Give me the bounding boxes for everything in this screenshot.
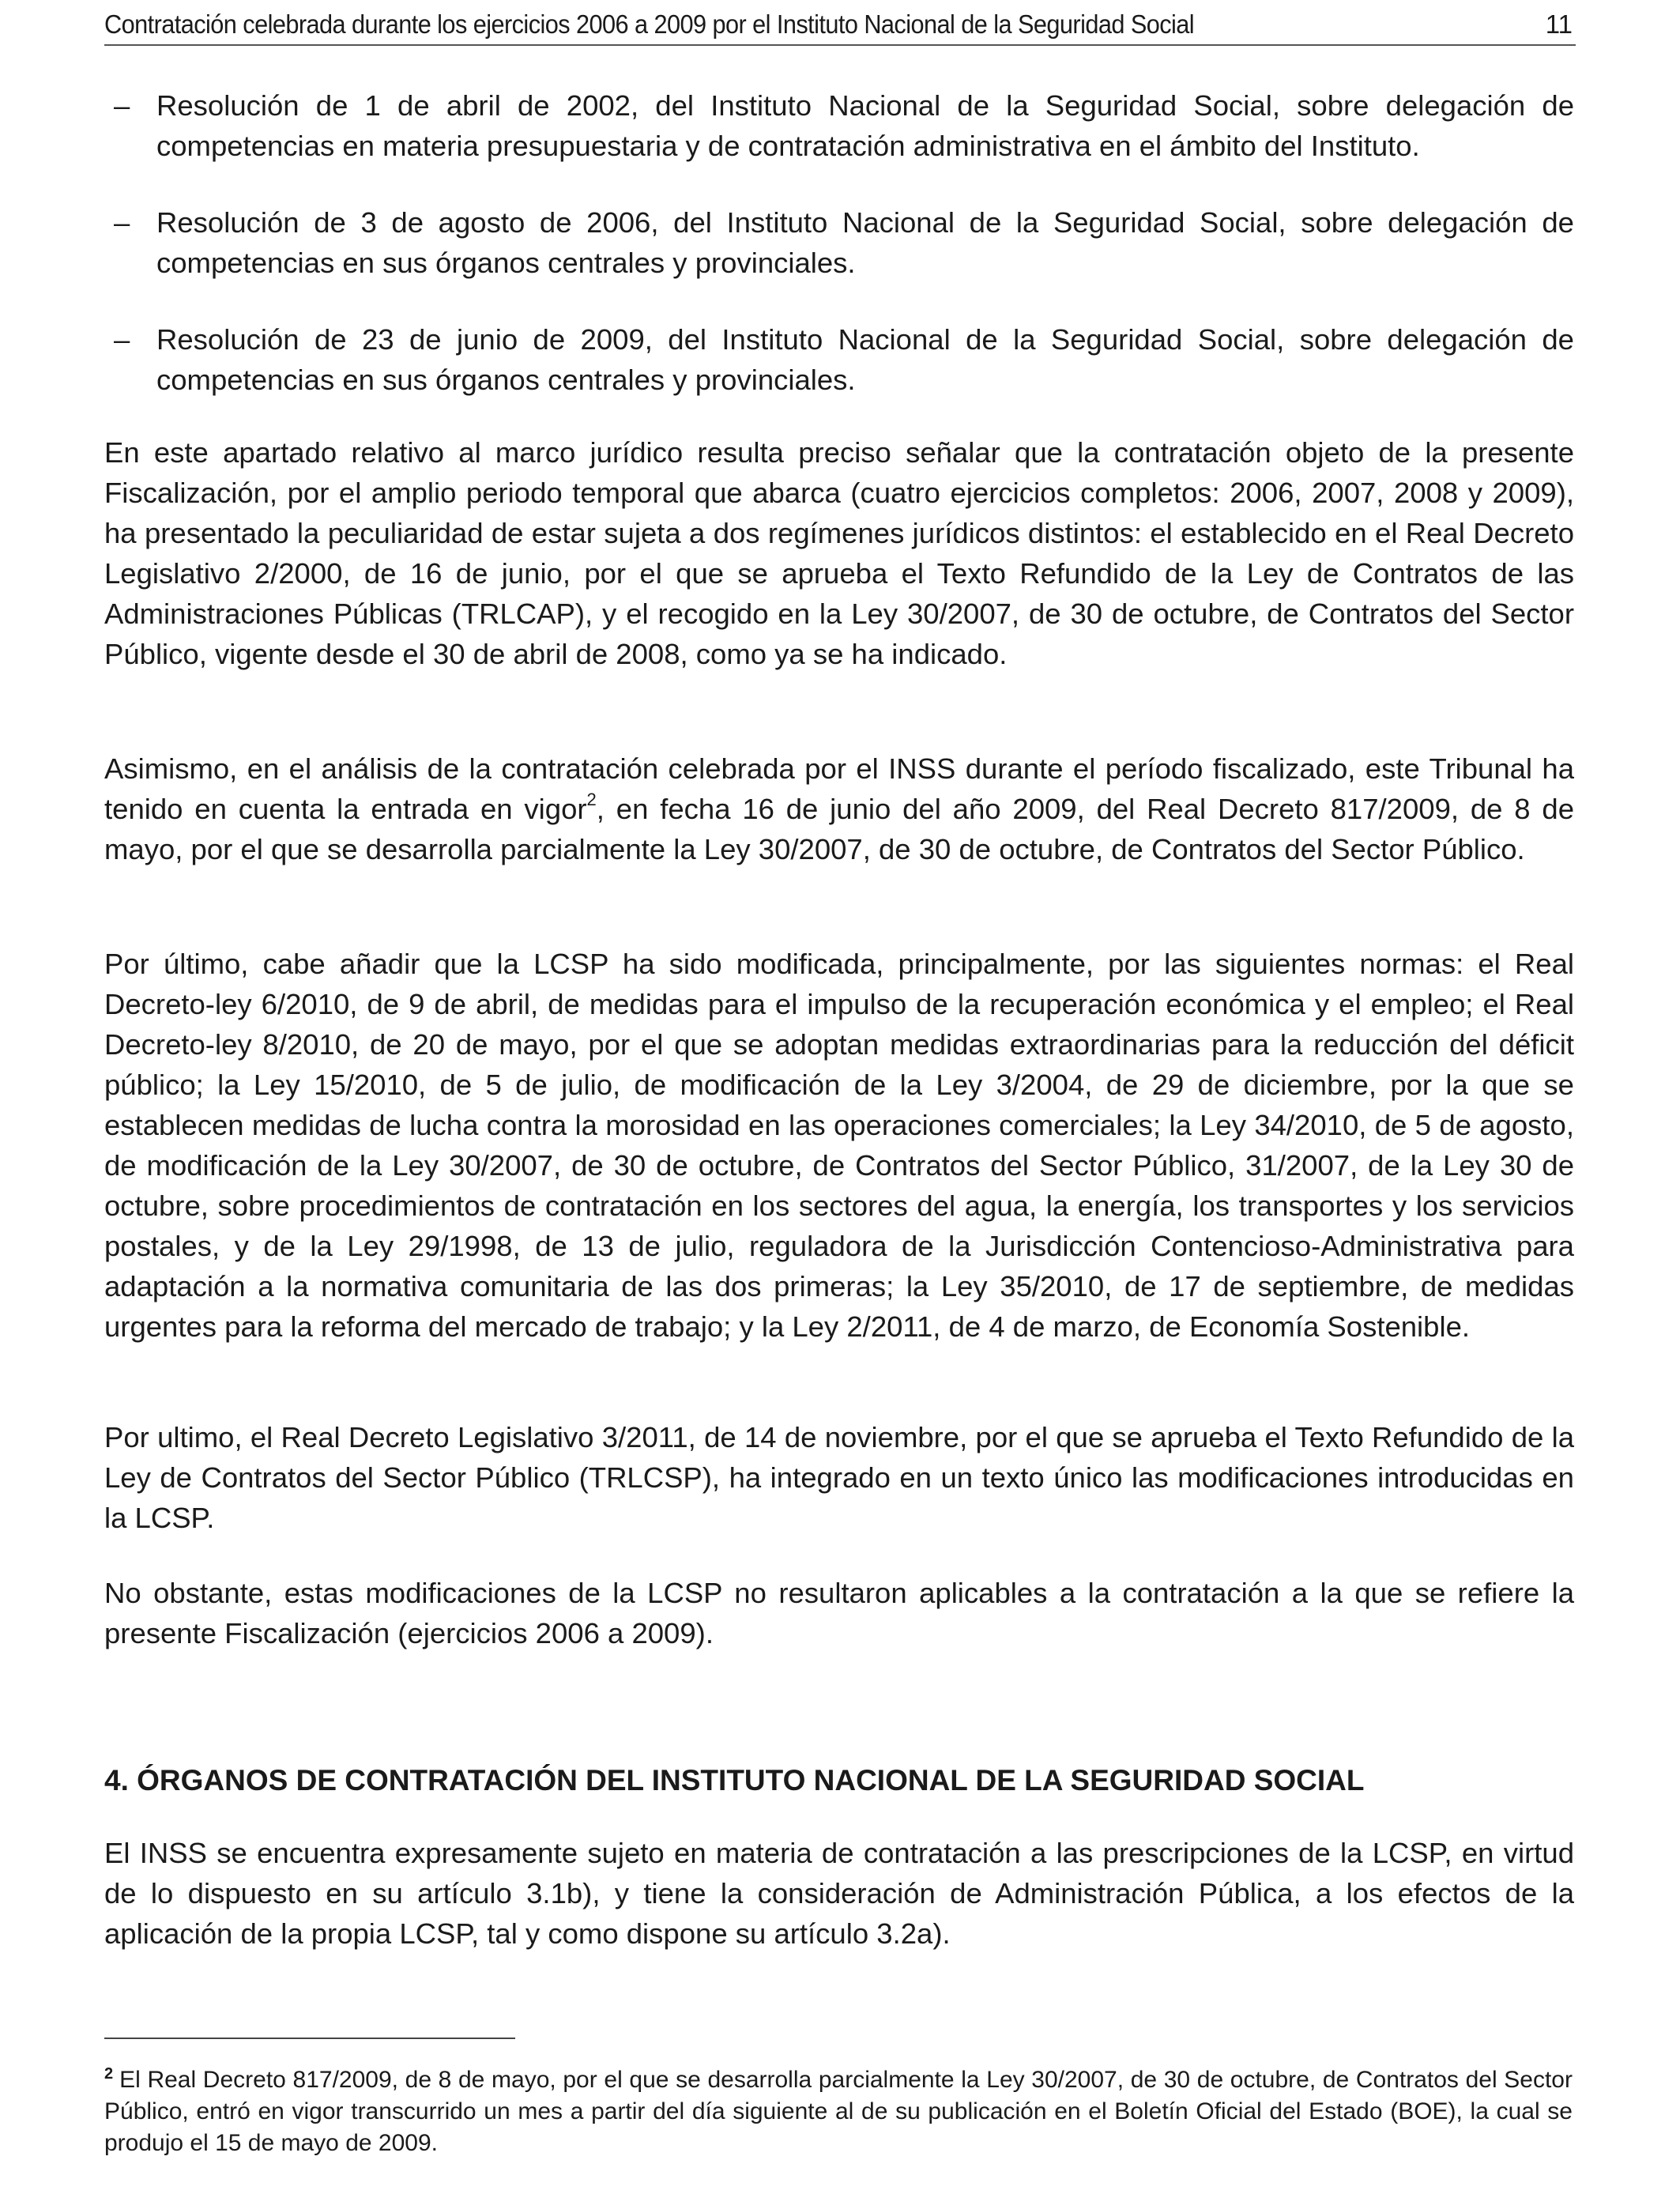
paragraph-trlcsp: Por ultimo, el Real Decreto Legislativo 3/2011, de 14 de noviembre, por el que se aprueba el Texto Refundido de la Ley de Contratos del Sector Público (TRLCSP), ha integrado en un texto único las modificaciones introducidas en la LCSP. <box>104 1421 1574 1534</box>
section-heading: 4. ÓRGANOS DE CONTRATACIÓN DEL INSTITUTO NACIONAL DE LA SEGURIDAD SOCIAL <box>104 1764 1365 1796</box>
dash-bullet: – <box>114 89 130 122</box>
footnote-text: El Real Decreto 817/2009, de 8 de mayo, por el que se desarrolla parcialmente la Ley 30/2007, de 30 de octubre, de Contratos del Sector Público, entró en vigor transcurrido un mes a partir del día siguiente al de su publicación en el Boletín Oficial del Estado (BOE), la cual se produjo el 15 de mayo de 2009. <box>104 2067 1573 2156</box>
paragraph-lcsp-modifications: Por último, cabe añadir que la LCSP ha sido modificada, principalmente, por las siguientes normas: el Real Decreto-ley 6/2010, de 9 de abril, de medidas para el impulso de la recuperación económica y el empleo; el Real Decreto-ley 8/2010, de 20 de mayo, por el que se adoptan medidas extraordinarias para la reducción del déficit público; la Ley 15/2010, de 5 de julio, de modificación de la Ley 3/2004, de 29 de diciembre, por la que se establecen medidas de lucha contra la morosidad en las operaciones comerciales; la Ley 34/2010, de 5 de agosto, de modificación de la Ley 30/2007, de 30 de octubre, de Contratos del Sector Público, 31/2007, de la Ley 30 de octubre, sobre procedimientos de contratación en los sectores del agua, la energía, los transportes y los servicios postales, y de la Ley 29/1998, de 13 de julio, reguladora de la Jurisdicción Contencioso-Administrativa para adaptación a la normativa comunitaria de las dos primeras; la Ley 35/2010, de 17 de septiembre, de medidas urgentes para la reforma del mercado de trabajo; y la Ley 2/2011, de 4 de marzo, de Economía Sostenible. <box>104 948 1574 1343</box>
paragraph-not-applicable: No obstante, estas modificaciones de la LCSP no resultaron aplicables a la contratación a la que se refiere la presente Fiscalización (ejercicios 2006 a 2009). <box>104 1577 1574 1649</box>
list-item-text: Resolución de 1 de abril de 2002, del Instituto Nacional de la Seguridad Social, sobre delegación de competencias en materia presupuestaria y de contratación administrativa en el ámbito del Instituto. <box>156 89 1574 162</box>
dash-bullet: – <box>114 323 130 356</box>
list-item-text: Resolución de 3 de agosto de 2006, del Instituto Nacional de la Seguridad Social, sobre delegación de competencias en sus órganos centrales y provinciales. <box>156 206 1574 279</box>
paragraph-text: , en fecha 16 de junio del año 2009, del Real Decreto 817/2009, de 8 de mayo, por el que se desarrolla parcialmente la Ley 30/2007, de 30 de octubre, de Contratos del Sector Público. <box>104 793 1575 865</box>
header-title: Contratación celebrada durante los ejercicios 2006 a 2009 por el Instituto Nacional de la Seguridad Social <box>104 9 1195 39</box>
footnote <box>104 2058 1573 2159</box>
footnote-reference: 2 <box>586 789 597 809</box>
page-header <box>104 6 1576 46</box>
page-number: 11 <box>1545 9 1573 39</box>
footnote-divider <box>104 2038 515 2039</box>
dash-bullet: – <box>114 206 130 239</box>
list-item-text: Resolución de 23 de junio de 2009, del Instituto Nacional de la Seguridad Social, sobre delegación de competencias en sus órganos centrales y provinciales. <box>156 323 1574 396</box>
paragraph-text: Asimismo, en el análisis de la contratación celebrada por el INSS durante el período fiscalizado, este Tribunal ha tenido en cuenta la entrada en vigor <box>104 752 1574 825</box>
paragraph-legal-framework: En este apartado relativo al marco jurídico resulta preciso señalar que la contratación objeto de la presente Fiscalización, por el amplio periodo temporal que abarca (cuatro ejercicios completos: 2006, 2007, 2008 y 2009), ha presentado la peculiaridad de estar sujeta a dos regímenes jurídicos distintos: el establecido en el Real Decreto Legislativo 2/2000, de 16 de junio, por el que se aprueba el Texto Refundido de la Ley de Contratos de las Administraciones Públicas (TRLCAP), y el recogido en la Ley 30/2007, de 30 de octubre, de Contratos del Sector Público, vigente desde el 30 de abril de 2008, como ya se ha indicado. <box>104 436 1574 670</box>
footnote-mark: 2 <box>104 2065 114 2083</box>
paragraph-rd-817-2009 <box>104 748 1574 869</box>
paragraph-inss-subject: El INSS se encuentra expresamente sujeto en materia de contratación a las prescripciones de la LCSP, en virtud de lo dispuesto en su artículo 3.1b), y tiene la consideración de Administración Pública, a los efectos de la aplicación de la propia LCSP, tal y como dispone su artículo 3.2a). <box>104 1837 1574 1950</box>
